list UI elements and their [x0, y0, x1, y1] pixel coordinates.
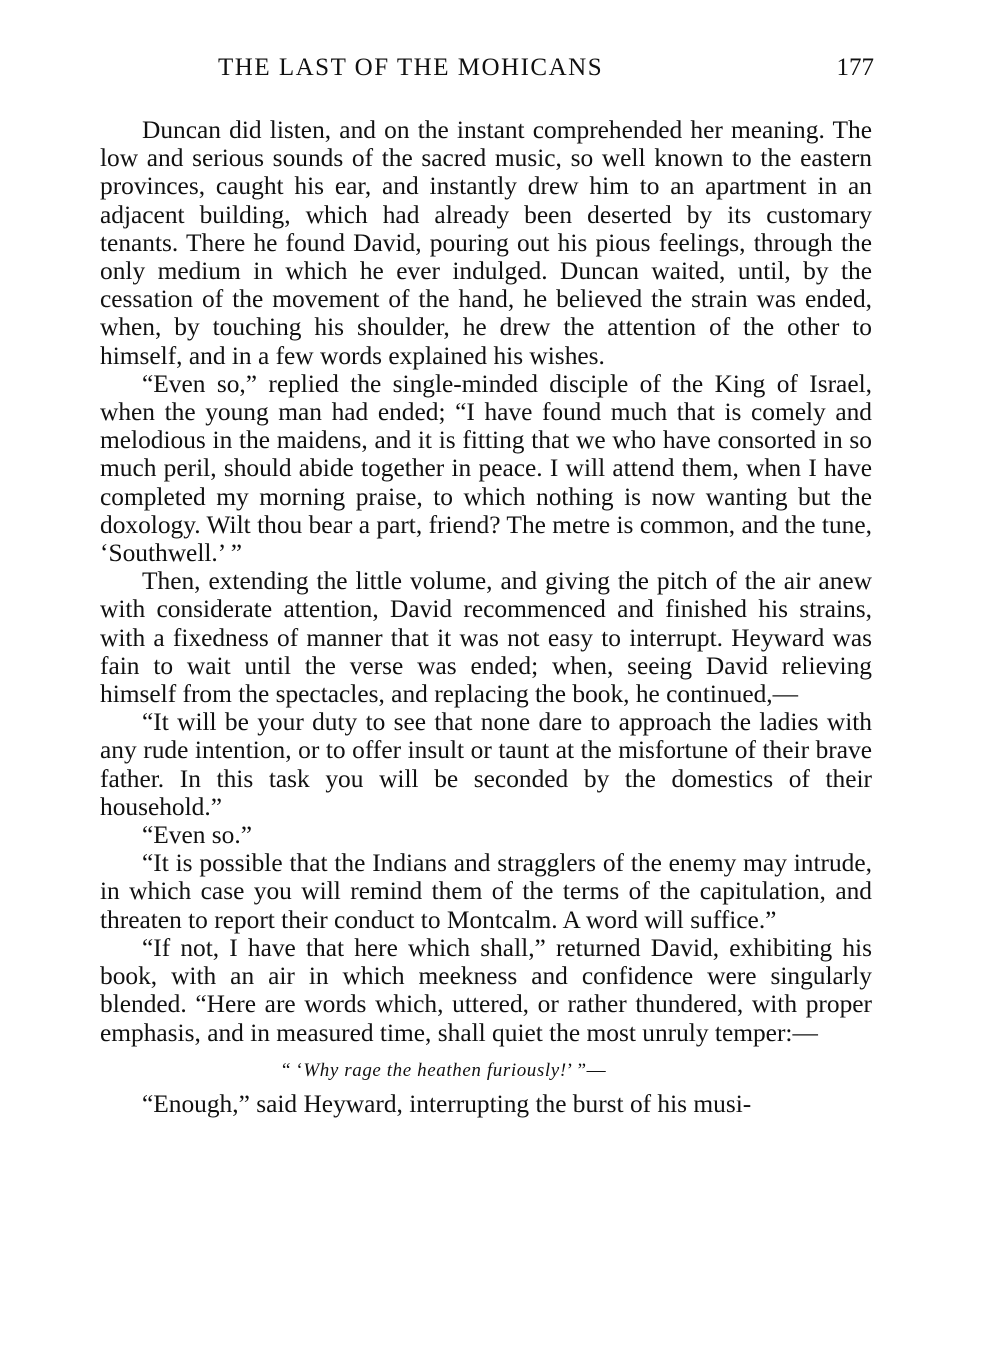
paragraph-5: “Even so.”: [142, 821, 252, 850]
paragraph-2: “Even so,” replied the single-minded disciple of the King of Israel, when the young man had ended; “I have found much that is comely and melodious in the maidens, and it is fitting that we who have consorted in so much peril, should abide together in peace. I will attend them, when I have completed my morning praise, to which nothing is now wanting but the doxology. Wilt thou bear a part, friend? The metre is common, and the tune, ‘Southwell.’ ”: [100, 369, 872, 568]
paragraph-4: “It will be your duty to see that none dare to approach the ladies with any rude intention, or to offer insult or taunt at the misfortune of their brave father. In this task you will be seconded by the domestics of their household.”: [100, 708, 872, 821]
quote-close-marks: ’ ”—: [566, 1059, 607, 1081]
running-head: [100, 50, 872, 94]
hymn-quote: [100, 1058, 872, 1084]
paragraph-6: “It is possible that the Indians and stragglers of the enemy may intrude, in which case you will remind them of the terms of the capitulation, and threaten to report their conduct to Montcalm. A word will suffice.”: [100, 849, 872, 934]
body-text: [100, 116, 872, 1118]
page-number: 177: [836, 54, 874, 81]
paragraph-7: “If not, I have that here which shall,” returned David, exhibiting his book, with an air in which meekness and confidence were singularly blended. “Here are words which, uttered, or rather thundered, with proper emphasis, and in measured time, shall quiet the most unruly temper:—: [100, 933, 872, 1047]
paragraph-final: “Enough,” said Heyward, interrupting the burst of his musi-: [142, 1089, 752, 1118]
running-title: THE LAST OF THE MOHICANS: [218, 54, 604, 81]
paragraph-3: Then, extending the little volume, and giving the pitch of the air anew with considerate attention, David recommenced and finished his strains, with a fixedness of manner that it was not easy to interrupt. Heyward was fain to wait until the verse was ended; when, seeing David relieving himself from the spectacles, and replacing the book, he continued,—: [100, 567, 872, 709]
quote-open-marks: “ ‘: [282, 1059, 304, 1081]
quote-text: Why rage the heathen furiously!: [303, 1059, 567, 1081]
paragraph-1: Duncan did listen, and on the instant comprehended her meaning. The low and serious sounds of the sacred music, so well known to the eastern provinces, caught his ear, and instantly drew him to an apartment in an adjacent building, which had already been deserted by its customary tenants. There he found David, pouring out his pious feelings, through the only medium in which he ever indulged. Duncan waited, until, by the cessation of the movement of the hand, he believed the strain was ended, when, by touching his shoulder, he drew the attention of the other to himself, and in a few words explained his wishes.: [100, 116, 872, 370]
